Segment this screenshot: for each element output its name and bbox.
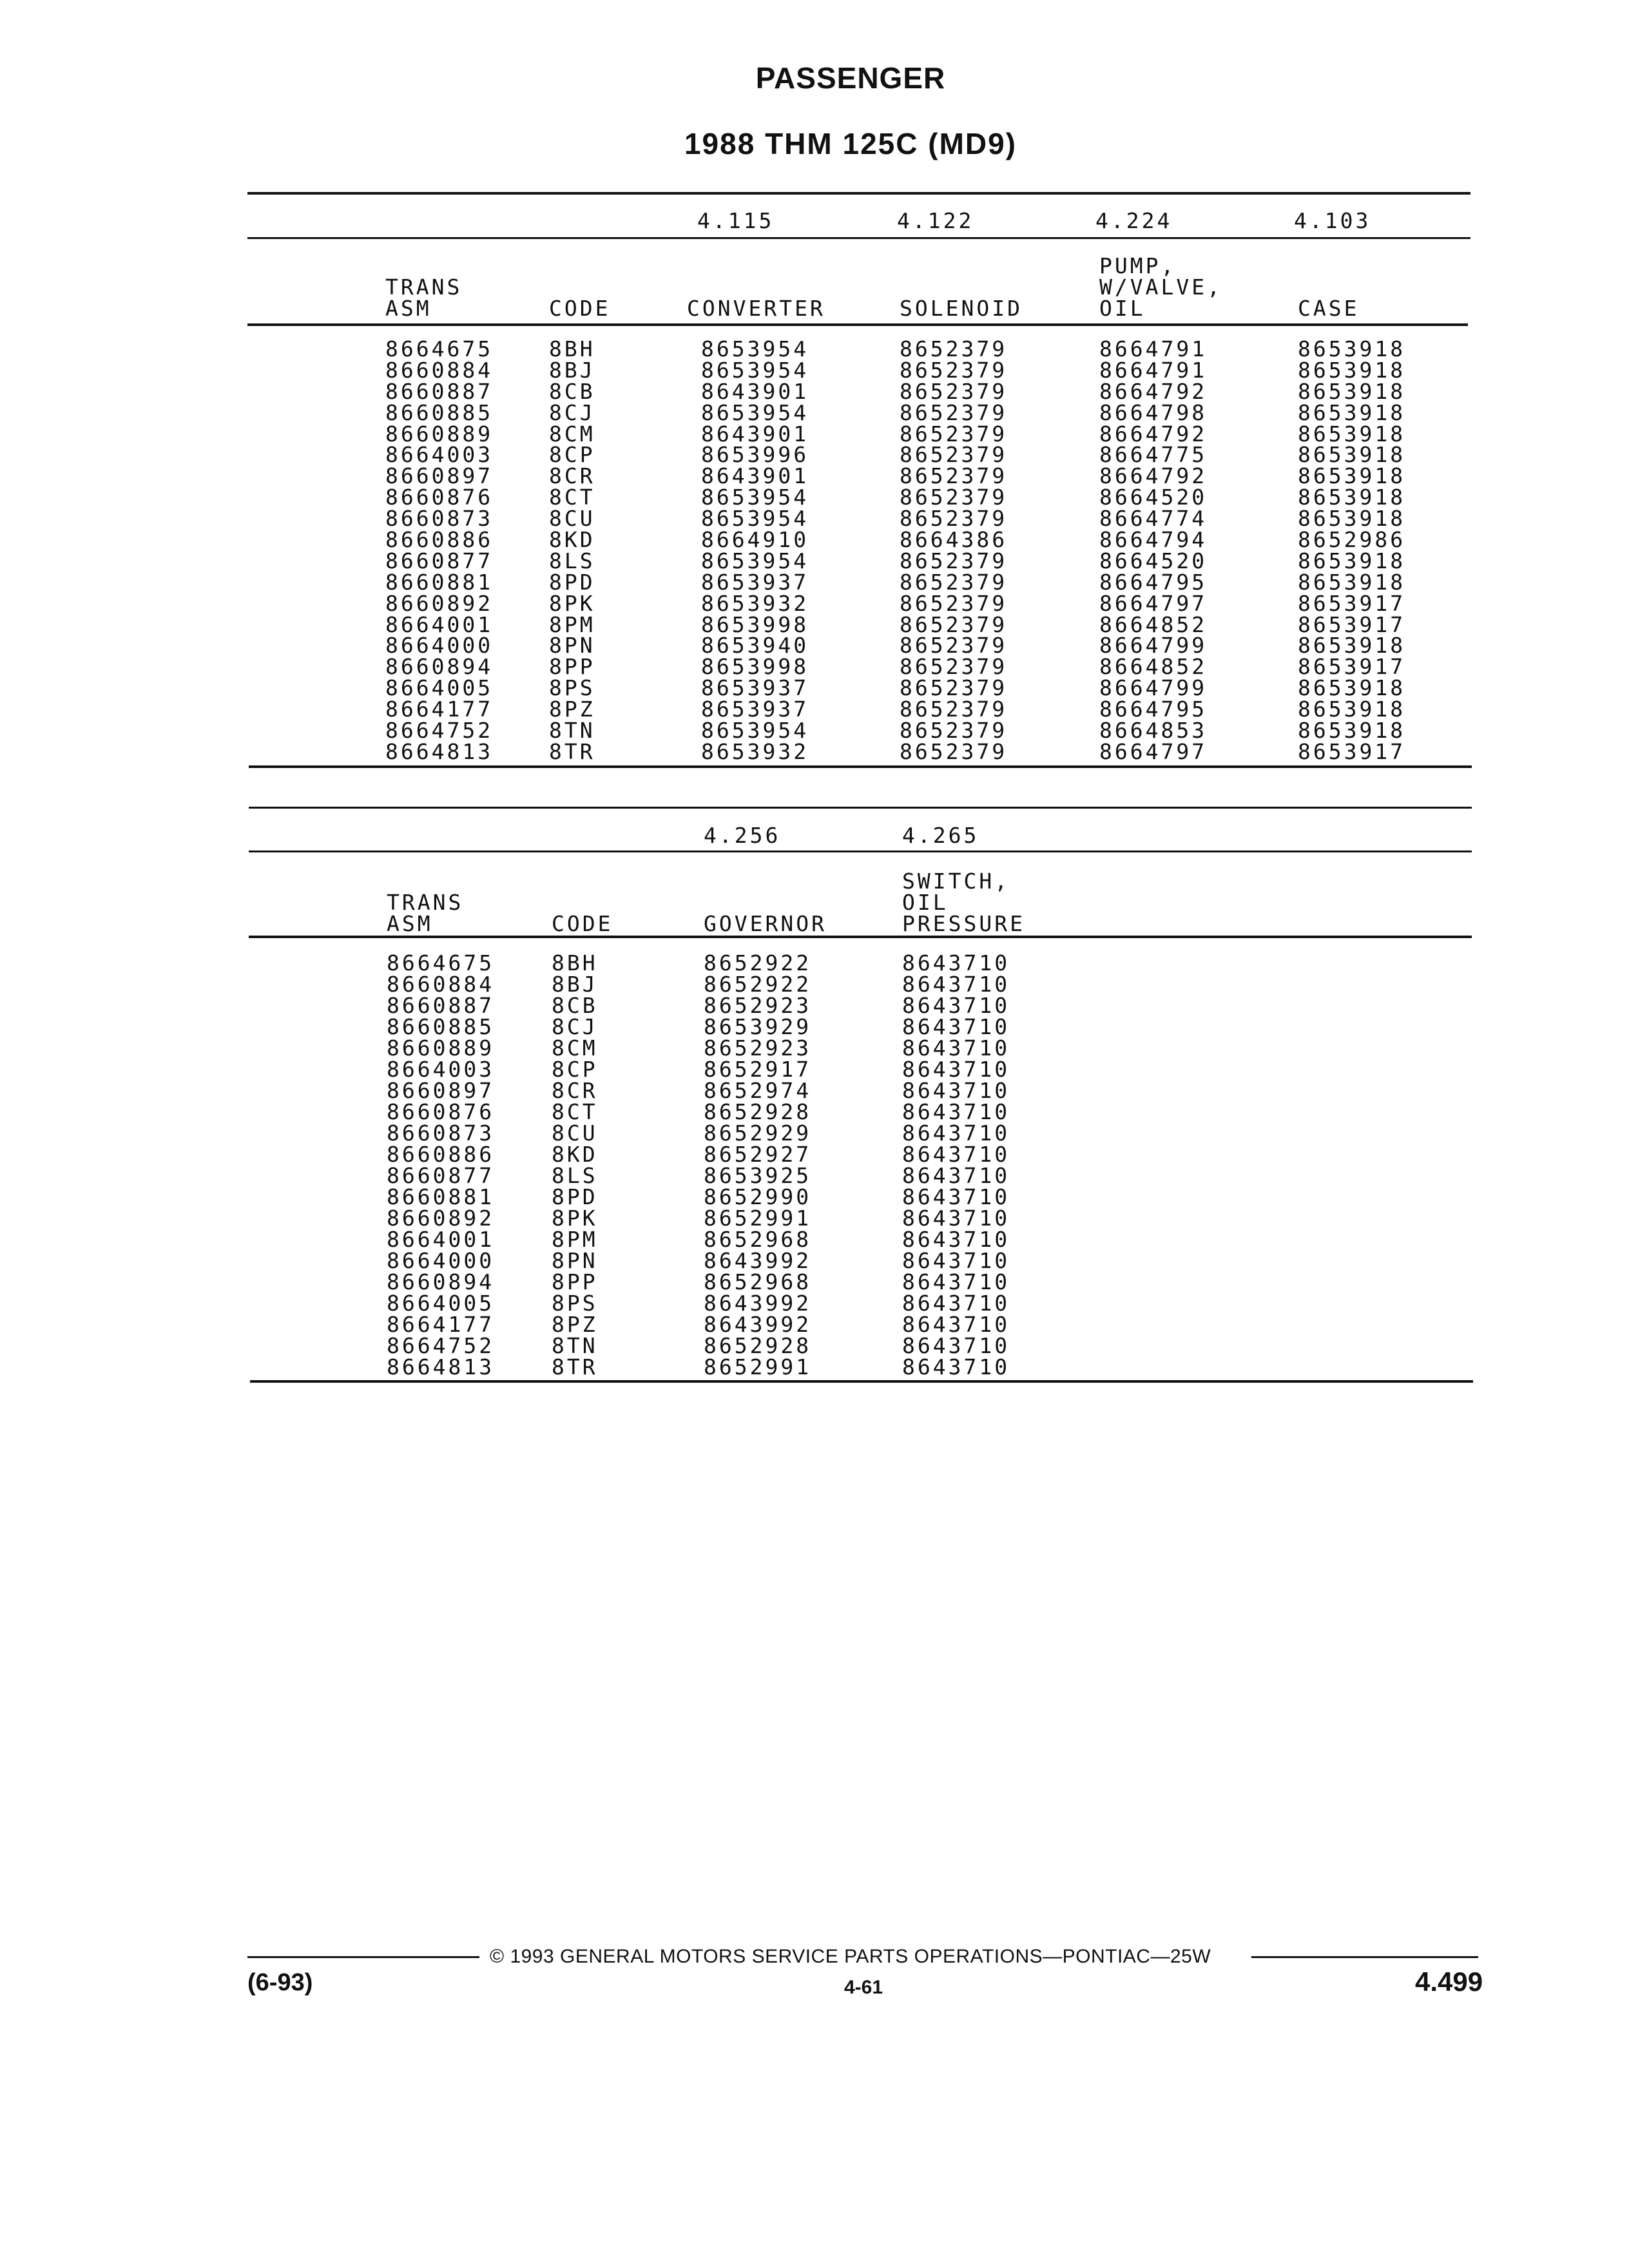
table2-col-switch-cell: 8643710 — [902, 1120, 1010, 1146]
table2-col-switch-cell: 8643710 — [902, 1099, 1010, 1124]
table2-col-governor-cell: 8652917 — [704, 1057, 812, 1082]
table1-col-pump-cell: 8664520 — [1099, 548, 1208, 573]
table2-col-trans-asm-cell: 8660886 — [387, 1142, 495, 1167]
table2-col-governor-cell: 8652968 — [704, 1269, 812, 1294]
table2-col-code-cell: 8CR — [552, 1078, 598, 1103]
table2-header-trans: TRANS — [387, 890, 464, 915]
table1-col-code-cell: 8CU — [549, 506, 595, 532]
table1-col-converter — [701, 336, 809, 764]
table1-col-case-cell: 8653918 — [1298, 697, 1406, 722]
table2-col-code-cell: 8CM — [552, 1035, 598, 1061]
table1-col-converter-cell: 8643901 — [701, 421, 809, 447]
table1-col-pump-cell: 8664791 — [1099, 357, 1208, 383]
table2-col-switch-cell: 8643710 — [902, 1163, 1010, 1188]
table1-col-pump-cell: 8664797 — [1099, 590, 1208, 616]
table2-col-switch-cell: 8643710 — [902, 1035, 1010, 1061]
table1-col-trans-asm-cell: 8660881 — [385, 569, 494, 595]
table1-col-code-cell: 8PZ — [549, 697, 595, 722]
table1-header-asm: ASM — [385, 296, 432, 321]
table1-col-solenoid-cell: 8652379 — [900, 590, 1008, 616]
table1-col-converter-cell: 8643901 — [701, 463, 809, 489]
table2-col-governor-cell: 8652991 — [704, 1206, 812, 1231]
table1-col-case-cell: 8653917 — [1298, 654, 1406, 680]
table1-col-trans-asm-cell: 8660894 — [385, 654, 494, 680]
table1-col-converter-cell: 8653954 — [701, 485, 809, 510]
table2-col-trans-asm-cell: 8660897 — [387, 1078, 495, 1103]
table1-col-solenoid-cell: 8652379 — [900, 463, 1008, 489]
table1-col-code-cell: 8CM — [549, 421, 595, 447]
table1-col-converter-cell: 8664910 — [701, 527, 809, 553]
table2-col-switch — [902, 952, 1010, 1378]
table1-col-trans-asm-cell: 8664177 — [385, 697, 494, 722]
table2-header-asm: ASM — [387, 911, 433, 936]
table2-col-governor-cell: 8652929 — [704, 1120, 812, 1146]
table1-header-solenoid: SOLENOID — [900, 296, 1023, 321]
table2-col-switch-cell: 8643710 — [902, 950, 1010, 975]
table2-col-governor-cell: 8652922 — [704, 950, 812, 975]
table2-col-switch-cell: 8643710 — [902, 993, 1010, 1018]
table1-col-trans-asm-cell: 8664005 — [385, 675, 494, 701]
table2-col-switch-cell: 8643710 — [902, 1078, 1010, 1103]
table1-header-pump-3: OIL — [1099, 296, 1146, 321]
table1-col-solenoid-cell: 8652379 — [900, 421, 1008, 447]
table1-col-trans-asm-cell: 8664675 — [385, 336, 494, 361]
table1-col-code-cell: 8PM — [549, 611, 595, 637]
table2-col-switch-cell: 8643710 — [902, 1269, 1010, 1294]
table2-col-trans-asm-cell: 8660881 — [387, 1184, 495, 1209]
table2-col-governor-cell: 8652974 — [704, 1078, 812, 1103]
table2-col-trans-asm-cell: 8664005 — [387, 1291, 495, 1316]
table1-col-solenoid-cell: 8652379 — [900, 654, 1008, 680]
table1-col-converter-cell: 8653954 — [701, 548, 809, 573]
table1-col-code — [549, 336, 595, 764]
table1-col-solenoid-cell: 8652379 — [900, 738, 1008, 764]
table2-col-governor-cell: 8652928 — [704, 1099, 812, 1124]
table2-col-code-cell: 8CP — [552, 1057, 598, 1082]
table1-col-converter-cell: 8643901 — [701, 378, 809, 404]
table2-col-trans-asm-cell: 8660873 — [387, 1120, 495, 1146]
table1-section-pump: 4.224 — [1095, 208, 1173, 233]
table1-col-solenoid-cell: 8652379 — [900, 569, 1008, 595]
table1-col-code-cell: 8BH — [549, 336, 595, 361]
table2-col-switch-cell: 8643710 — [902, 1291, 1010, 1316]
table2-col-trans-asm-cell: 8660885 — [387, 1014, 495, 1039]
table2-col-governor-cell: 8652923 — [704, 993, 812, 1018]
table2-col-code-cell: 8CB — [552, 993, 598, 1018]
table1-col-case-cell: 8653918 — [1298, 442, 1406, 468]
table2-col-code-cell: 8PK — [552, 1206, 598, 1231]
table2-col-switch-cell: 8643710 — [902, 1206, 1010, 1231]
table2-col-governor-cell: 8643992 — [704, 1291, 812, 1316]
table2-col-governor-cell: 8643992 — [704, 1312, 812, 1337]
table1-col-code-cell: 8PD — [549, 569, 595, 595]
table2-col-trans-asm — [387, 952, 494, 1378]
table1-col-trans-asm-cell: 8660892 — [385, 590, 494, 616]
table1-col-code-cell: 8PP — [549, 654, 595, 680]
table1-col-solenoid-cell: 8652379 — [900, 697, 1008, 722]
table2-col-switch-cell: 8643710 — [902, 1312, 1010, 1337]
table2-col-governor-cell: 8652928 — [704, 1333, 812, 1358]
table2-col-switch-cell: 8643710 — [902, 1227, 1010, 1252]
table1-col-case-cell: 8653918 — [1298, 633, 1406, 658]
footer-copyright: © 1993 GENERAL MOTORS SERVICE PARTS OPERATIONS—PONTIAC—25W — [490, 1946, 1211, 1967]
table1-col-pump-cell: 8664792 — [1099, 463, 1208, 489]
table2-col-switch-cell: 8643710 — [902, 1354, 1010, 1379]
table2-col-code-cell: 8PZ — [552, 1312, 598, 1337]
table1-col-converter-cell: 8653954 — [701, 336, 809, 361]
table2-col-governor-cell: 8652922 — [704, 972, 812, 997]
table2-col-switch-cell: 8643710 — [902, 972, 1010, 997]
table2-col-trans-asm-cell: 8664177 — [387, 1312, 495, 1337]
table1-col-pump-cell: 8664520 — [1099, 485, 1208, 510]
table2-col-code — [552, 952, 598, 1378]
table2-col-code-cell: 8KD — [552, 1142, 598, 1167]
table1-col-trans-asm — [385, 336, 494, 764]
table2-section-switch: 4.265 — [902, 823, 979, 848]
table2-col-trans-asm-cell: 8660877 — [387, 1163, 495, 1188]
table2-col-trans-asm-cell: 8664813 — [387, 1354, 495, 1379]
table1-col-pump-cell: 8664775 — [1099, 442, 1208, 468]
footer-section-number: 4.499 — [1415, 1966, 1483, 1997]
table1-header-pump-2: W/VALVE, — [1099, 274, 1222, 300]
table1-col-code-cell: 8BJ — [549, 357, 595, 383]
table1-col-pump-cell: 8664853 — [1099, 718, 1208, 744]
table2-col-governor-cell: 8653929 — [704, 1014, 812, 1039]
table2-col-code-cell: 8PD — [552, 1184, 598, 1209]
table1-col-case — [1298, 336, 1406, 764]
table1-col-case-cell: 8653918 — [1298, 675, 1406, 701]
footer-rule-left — [247, 1956, 479, 1958]
footer-page-code: 4-61 — [844, 1977, 883, 1998]
table1-col-solenoid-cell: 8652379 — [900, 378, 1008, 404]
table2-col-governor-cell: 8643992 — [704, 1248, 812, 1273]
table1-col-pump — [1099, 336, 1208, 764]
table2-header-rule — [249, 936, 1472, 938]
table1-col-converter-cell: 8653937 — [701, 675, 809, 701]
table1-col-pump-cell: 8664799 — [1099, 675, 1208, 701]
table1-col-pump-cell: 8664797 — [1099, 738, 1208, 764]
table1-header-trans: TRANS — [385, 274, 463, 300]
table1-section-converter: 4.115 — [697, 208, 775, 233]
table1-col-trans-asm-cell: 8660884 — [385, 357, 494, 383]
table1-col-solenoid-cell: 8652379 — [900, 336, 1008, 361]
table1-header-rule — [247, 323, 1468, 326]
table2-col-code-cell: 8BH — [552, 950, 598, 975]
table1-col-trans-asm-cell: 8660876 — [385, 485, 494, 510]
table1-col-case-cell: 8653918 — [1298, 485, 1406, 510]
table1-col-converter-cell: 8653998 — [701, 611, 809, 637]
table1-col-solenoid-cell: 8652379 — [900, 399, 1008, 425]
table1-col-trans-asm-cell: 8664813 — [385, 738, 494, 764]
table1-col-converter-cell: 8653954 — [701, 506, 809, 532]
table1-header-case: CASE — [1298, 296, 1360, 321]
table2-col-trans-asm-cell: 8660876 — [387, 1099, 495, 1124]
table1-col-converter-cell: 8653940 — [701, 633, 809, 658]
table1-section-solenoid: 4.122 — [897, 208, 974, 233]
table2-col-governor-cell: 8653925 — [704, 1163, 812, 1188]
table2-col-trans-asm-cell: 8660887 — [387, 993, 495, 1018]
table1-col-code-cell: 8TN — [549, 718, 595, 744]
table1-col-solenoid-cell: 8652379 — [900, 675, 1008, 701]
table1-col-solenoid-cell: 8664386 — [900, 527, 1008, 553]
table2-col-code-cell: 8CU — [552, 1120, 598, 1146]
table1-col-case-cell: 8653918 — [1298, 336, 1406, 361]
table1-col-code-cell: 8LS — [549, 548, 595, 573]
table1-col-case-cell: 8653918 — [1298, 378, 1406, 404]
page-title: PASSENGER — [755, 61, 946, 95]
table2-col-trans-asm-cell: 8660884 — [387, 972, 495, 997]
table1-col-trans-asm-cell: 8664001 — [385, 611, 494, 637]
table1-header-pump-1: PUMP, — [1099, 253, 1177, 278]
table1-col-pump-cell: 8664791 — [1099, 336, 1208, 361]
table1-col-trans-asm-cell: 8660887 — [385, 378, 494, 404]
table2-col-switch-cell: 8643710 — [902, 1014, 1010, 1039]
table1-col-trans-asm-cell: 8664000 — [385, 633, 494, 658]
table2-col-trans-asm-cell: 8664001 — [387, 1227, 495, 1252]
table1-col-solenoid-cell: 8652379 — [900, 485, 1008, 510]
table1-col-case-cell: 8653918 — [1298, 548, 1406, 573]
table1-col-converter-cell: 8653998 — [701, 654, 809, 680]
table2-col-trans-asm-cell: 8664003 — [387, 1057, 495, 1082]
table1-col-case-cell: 8653918 — [1298, 399, 1406, 425]
table2-header-switch-2: OIL — [902, 890, 949, 915]
table2-col-switch-cell: 8643710 — [902, 1184, 1010, 1209]
table1-col-code-cell: 8CR — [549, 463, 595, 489]
table2-col-governor-cell: 8652991 — [704, 1354, 812, 1379]
table1-col-code-cell: 8KD — [549, 527, 595, 553]
table2-col-governor-cell: 8652990 — [704, 1184, 812, 1209]
table1-col-code-cell: 8CP — [549, 442, 595, 468]
table1-col-solenoid-cell: 8652379 — [900, 357, 1008, 383]
table1-col-solenoid-cell: 8652379 — [900, 442, 1008, 468]
table1-col-pump-cell: 8664794 — [1099, 527, 1208, 553]
table2-section-governor: 4.256 — [704, 823, 781, 848]
table1-header-code: CODE — [549, 296, 611, 321]
table2-col-code-cell: 8PM — [552, 1227, 598, 1252]
table1-col-solenoid-cell: 8652379 — [900, 506, 1008, 532]
table2-col-code-cell: 8PS — [552, 1291, 598, 1316]
table1-col-solenoid-cell: 8652379 — [900, 718, 1008, 744]
table1-col-case-cell: 8653917 — [1298, 590, 1406, 616]
footer-rule-right — [1251, 1956, 1478, 1958]
table1-col-case-cell: 8653918 — [1298, 357, 1406, 383]
table1-mid-rule — [247, 237, 1470, 239]
table2-top-rule — [249, 807, 1472, 809]
table2-col-switch-cell: 8643710 — [902, 1142, 1010, 1167]
table2-col-governor-cell: 8652927 — [704, 1142, 812, 1167]
table1-col-case-cell: 8653917 — [1298, 738, 1406, 764]
table1-col-pump-cell: 8664799 — [1099, 633, 1208, 658]
table1-col-code-cell: 8CJ — [549, 399, 595, 425]
table2-col-trans-asm-cell: 8660894 — [387, 1269, 495, 1294]
table1-col-solenoid-cell: 8652379 — [900, 548, 1008, 573]
table2-col-trans-asm-cell: 8664752 — [387, 1333, 495, 1358]
table2-col-switch-cell: 8643710 — [902, 1057, 1010, 1082]
table1-col-converter-cell: 8653932 — [701, 738, 809, 764]
table1-col-converter-cell: 8653996 — [701, 442, 809, 468]
table1-col-pump-cell: 8664792 — [1099, 421, 1208, 447]
table1-col-pump-cell: 8664792 — [1099, 378, 1208, 404]
table2-col-code-cell: 8CJ — [552, 1014, 598, 1039]
table1-col-code-cell: 8PN — [549, 633, 595, 658]
table1-col-case-cell: 8653918 — [1298, 506, 1406, 532]
page-subtitle: 1988 THM 125C (MD9) — [684, 127, 1017, 160]
table1-col-converter-cell: 8653954 — [701, 718, 809, 744]
table2-col-trans-asm-cell: 8660892 — [387, 1206, 495, 1231]
table1-col-pump-cell: 8664798 — [1099, 399, 1208, 425]
table2-bottom-rule — [250, 1380, 1473, 1383]
table2-col-switch-cell: 8643710 — [902, 1248, 1010, 1273]
table2-col-code-cell: 8TR — [552, 1354, 598, 1379]
table1-col-case-cell: 8652986 — [1298, 527, 1406, 553]
table1-col-code-cell: 8TR — [549, 738, 595, 764]
table1-bottom-rule — [249, 765, 1472, 768]
table1-col-case-cell: 8653918 — [1298, 569, 1406, 595]
table1-col-trans-asm-cell: 8660889 — [385, 421, 494, 447]
table1-col-code-cell: 8PK — [549, 590, 595, 616]
table2-header-switch-3: PRESSURE — [902, 911, 1025, 936]
table1-col-trans-asm-cell: 8660885 — [385, 399, 494, 425]
table1-col-converter-cell: 8653954 — [701, 399, 809, 425]
table1-col-trans-asm-cell: 8660873 — [385, 506, 494, 532]
table1-col-trans-asm-cell: 8660897 — [385, 463, 494, 489]
table1-col-code-cell: 8PS — [549, 675, 595, 701]
table1-col-case-cell: 8653918 — [1298, 718, 1406, 744]
table1-col-trans-asm-cell: 8660877 — [385, 548, 494, 573]
table2-col-trans-asm-cell: 8664675 — [387, 950, 495, 975]
table1-col-code-cell: 8CB — [549, 378, 595, 404]
table2-col-code-cell: 8CT — [552, 1099, 598, 1124]
table2-col-code-cell: 8BJ — [552, 972, 598, 997]
table2-col-code-cell: 8PP — [552, 1269, 598, 1294]
table1-col-solenoid-cell: 8652379 — [900, 633, 1008, 658]
table2-col-switch-cell: 8643710 — [902, 1333, 1010, 1358]
table2-col-trans-asm-cell: 8664000 — [387, 1248, 495, 1273]
table1-col-converter-cell: 8653932 — [701, 590, 809, 616]
table2-col-trans-asm-cell: 8660889 — [387, 1035, 495, 1061]
table1-col-case-cell: 8653918 — [1298, 463, 1406, 489]
table1-top-rule — [247, 192, 1470, 195]
table2-col-code-cell: 8PN — [552, 1248, 598, 1273]
table1-header-converter: CONVERTER — [687, 296, 825, 321]
table2-col-code-cell: 8LS — [552, 1163, 598, 1188]
table1-col-pump-cell: 8664852 — [1099, 611, 1208, 637]
table1-col-case-cell: 8653918 — [1298, 421, 1406, 447]
table1-col-pump-cell: 8664795 — [1099, 697, 1208, 722]
table1-col-trans-asm-cell: 8664003 — [385, 442, 494, 468]
table1-col-solenoid — [900, 336, 1008, 764]
table2-col-code-cell: 8TN — [552, 1333, 598, 1358]
table1-col-converter-cell: 8653937 — [701, 569, 809, 595]
table2-mid-rule — [249, 850, 1472, 852]
table1-col-pump-cell: 8664774 — [1099, 506, 1208, 532]
table1-col-pump-cell: 8664795 — [1099, 569, 1208, 595]
table1-section-case: 4.103 — [1294, 208, 1371, 233]
table2-header-code: CODE — [552, 911, 613, 936]
table1-col-trans-asm-cell: 8660886 — [385, 527, 494, 553]
table2-header-governor: GOVERNOR — [704, 911, 827, 936]
table2-col-governor — [704, 952, 811, 1378]
table2-col-governor-cell: 8652923 — [704, 1035, 812, 1061]
table1-col-code-cell: 8CT — [549, 485, 595, 510]
table1-col-converter-cell: 8653954 — [701, 357, 809, 383]
table1-col-solenoid-cell: 8652379 — [900, 611, 1008, 637]
table1-col-trans-asm-cell: 8664752 — [385, 718, 494, 744]
table2-header-switch-1: SWITCH, — [902, 869, 1010, 894]
table2-col-governor-cell: 8652968 — [704, 1227, 812, 1252]
table1-col-converter-cell: 8653937 — [701, 697, 809, 722]
table1-col-pump-cell: 8664852 — [1099, 654, 1208, 680]
footer-date: (6-93) — [247, 1969, 313, 1996]
table1-col-case-cell: 8653917 — [1298, 611, 1406, 637]
